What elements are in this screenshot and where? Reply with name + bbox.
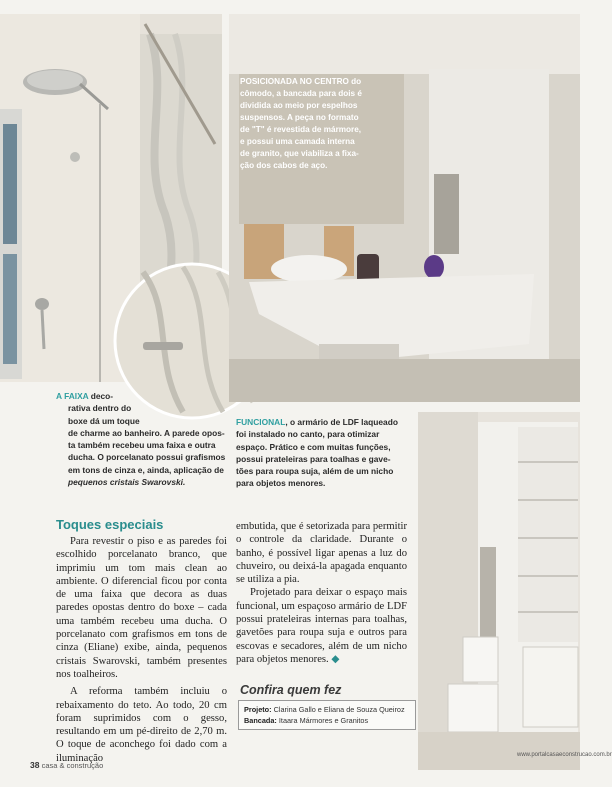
- caption-funcional: FUNCIONAL, o armário de LDF laqueado foi instalado no canto, para otimizar espaço. Prático e com muitas funções, possui prateleiras para toalhas e gave- tões para roupa suja, além de um nicho para objetos menores.: [236, 417, 398, 489]
- article-column-2: embutida, que é setorizada para permitir o controle da claridade. Durante o banho, é possível ligar apenas a luz do chuveiro, ou deixá-la apagada enquanto se utiliza a pia. Projetado para deixar o espaço mais funcional, um espaçoso armário de LDF possui prateleiras internas para toalhas, gavetões para roupa suja e outros para escovas e secadores, além de um nicho para objetos menores. ◆: [236, 521, 407, 665]
- photo-main-caption: POSICIONADA NO CENTRO do cômodo, a bancada para dois é dividida ao meio por espelhos suspensos. A peça no formato de "T" é revestida de mármore, e possui uma camada interna de granito, que viabiliza a fixa- ção dos cabos de aço.: [240, 77, 362, 170]
- credits-title: Confira quem fez: [240, 683, 342, 697]
- end-mark: ◆: [331, 653, 340, 665]
- article-column-1: Para revestir o piso e as paredes foi escolhido porcelanato branco, que imprimiu um tom mais clean ao ambiente. O diferencial ficou por conta de uma faixa que decora as duas paredes opostas dentro do boxe – cada uma também recebeu uma ducha. O porcelanato com grafismos em tons de cinza (Eliane) exibe, ainda, pequenos cristais Swarovski, também presentes nos toalheiros. A reforma também incluiu o rebaixamento do teto. Ao todo, 20 cm foram suprimidos com o gesso, resultando em um pé-direito de 2,70 m. O toque de aconchego foi dado com a iluminação: [56, 536, 227, 764]
- credits-box: Projeto: Clarina Gallo e Eliana de Souza Queiroz Bancada: Itaara Mármores e Granitos: [238, 700, 416, 730]
- page-number: 38: [30, 760, 40, 770]
- photo-cabinet: [418, 412, 580, 770]
- caption-faixa: A FAIXA deco- rativa dentro do boxe dá um toque de charme ao banheiro. A parede opos- ta também recebeu uma faixa e outra ducha. O porcelanato possui grafismos em tons de cinza e, ainda, aplicação de pequenos cristais Swarovski.: [56, 391, 226, 488]
- magazine-name: casa & construção: [41, 761, 104, 770]
- caption-funcional-lead: FUNCIONAL: [236, 417, 286, 427]
- caption-faixa-lead: A FAIXA: [56, 391, 89, 401]
- page-footer: [30, 760, 103, 770]
- site-watermark: www.portalcasaeconstrucao.com.br: [517, 752, 612, 758]
- article-heading: Toques especiais: [56, 517, 164, 532]
- photo-bathroom-vanity: [229, 14, 580, 402]
